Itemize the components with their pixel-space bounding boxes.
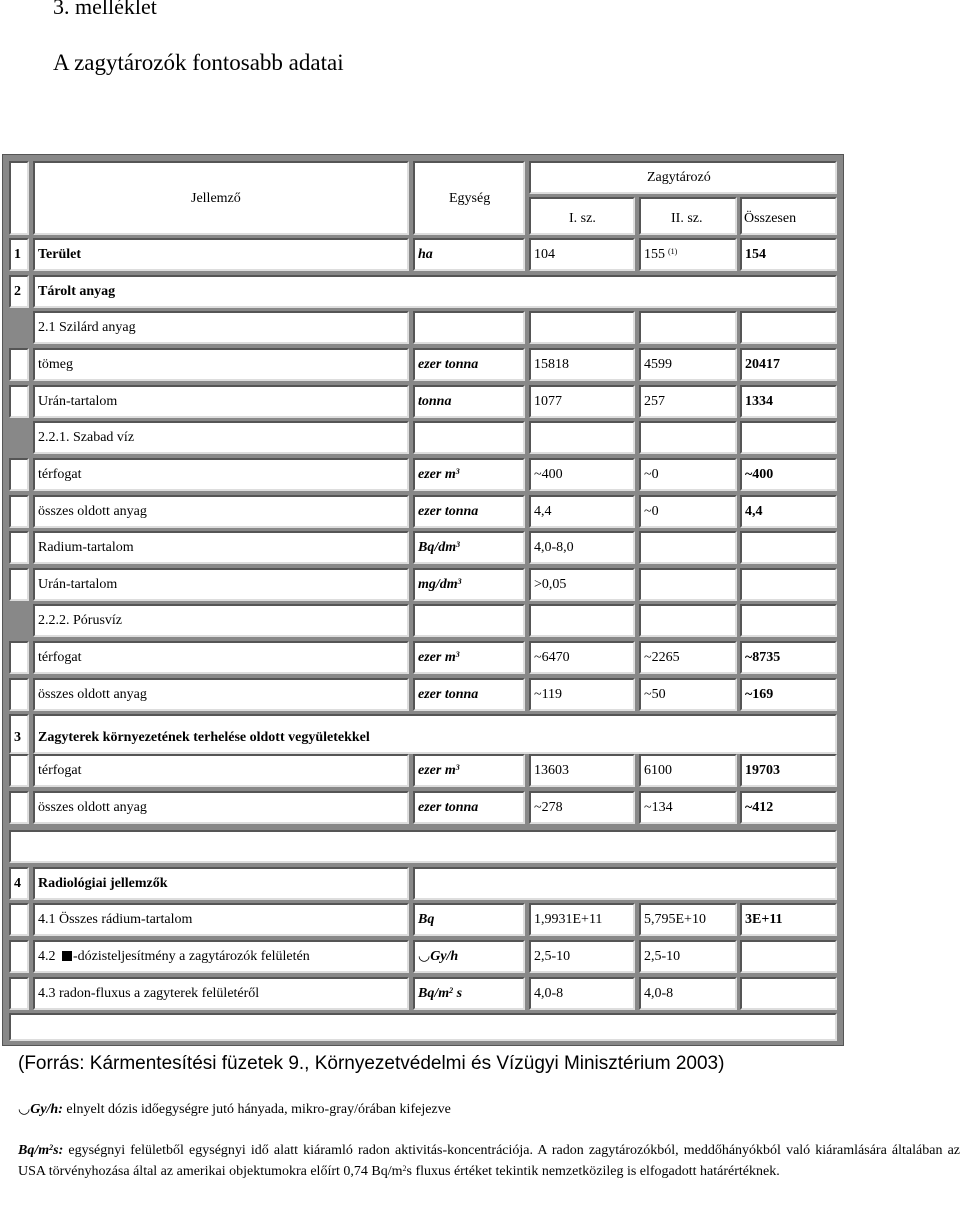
header-num-cell xyxy=(9,161,29,235)
row-spacer-cell xyxy=(9,385,29,418)
value-ii-cell xyxy=(639,940,737,973)
value-ii-cell xyxy=(639,311,737,344)
footnote-flux-text-sup: 2 xyxy=(402,1164,407,1173)
value-i-cell xyxy=(529,458,635,491)
unit-cell xyxy=(413,421,525,454)
value-ii-cell xyxy=(639,348,737,381)
value-ii-wrap xyxy=(644,248,677,262)
value-total-cell xyxy=(740,754,837,787)
value-total: 1334 xyxy=(745,394,773,409)
unit-cell xyxy=(413,977,525,1010)
row-spacer-cell xyxy=(9,903,29,936)
value-total: 19703 xyxy=(745,763,780,778)
row-label-cell xyxy=(33,421,409,454)
header-unit-cell xyxy=(413,161,525,235)
value-ii: ~0 xyxy=(644,467,659,482)
header-group: Zagytározó xyxy=(647,170,711,185)
header-col3: Összesen xyxy=(744,211,797,226)
unit-text: mg/dm xyxy=(418,577,458,592)
row-spacer-cell xyxy=(9,568,29,601)
value-ii-cell xyxy=(639,903,737,936)
value-total: ~8735 xyxy=(745,650,781,665)
value-i: 1,9931E+11 xyxy=(534,912,603,927)
unit-exponent: 2 xyxy=(449,986,454,995)
unit xyxy=(418,651,460,665)
unit-text: Bq/m xyxy=(418,986,450,1001)
value-total-cell xyxy=(740,903,837,936)
unit-cell xyxy=(413,458,525,491)
row-label: 2.2.2. Pórusvíz xyxy=(38,613,122,628)
row-label: Urán-tartalom xyxy=(38,394,118,409)
value-i: >0,05 xyxy=(534,577,567,592)
value-i: 4,0-8 xyxy=(534,986,564,1001)
unit xyxy=(418,248,433,262)
page-title: A zagytározók fontosabb adatai xyxy=(53,50,344,75)
row-label-cell xyxy=(33,903,409,936)
row-label-prefix: 4.2 xyxy=(38,949,59,964)
row-label-cell xyxy=(33,604,409,637)
row-label-cell xyxy=(33,348,409,381)
footnote-dose-rate xyxy=(18,1101,451,1118)
row-label: 4.3 radon-fluxus a zagyterek felületéről xyxy=(38,986,260,1001)
footnote-flux-text-b: s fluxus értéket tekintik nemzetközileg is elfogadott határértéknek. xyxy=(406,1164,780,1179)
row-label: 2.1 Szilárd anyag xyxy=(38,320,136,335)
value-total-cell xyxy=(740,940,837,973)
footnote-flux-term: Bq/m xyxy=(18,1143,50,1158)
value-i: 1077 xyxy=(534,394,562,409)
value-total-cell xyxy=(740,421,837,454)
unit-text: Gy/h xyxy=(430,949,459,964)
unit-exponent: 3 xyxy=(457,577,462,586)
value-i-cell xyxy=(529,238,635,271)
unit xyxy=(418,764,460,778)
row-label-cell xyxy=(33,641,409,674)
value-total-cell xyxy=(740,238,837,271)
value-i: ~119 xyxy=(534,687,563,702)
row-label: Terület xyxy=(38,247,82,262)
value-ii: 155 xyxy=(644,247,665,262)
value-ii: 6100 xyxy=(644,763,672,778)
footnote-dose-term: Gy/h: xyxy=(30,1102,63,1117)
unit xyxy=(418,395,451,409)
unit-cell xyxy=(413,604,525,637)
value-i-cell xyxy=(529,421,635,454)
unit xyxy=(418,913,434,927)
row-label-cell xyxy=(33,791,409,824)
value-ii-cell xyxy=(639,238,737,271)
row-number-cell xyxy=(9,238,29,271)
unit xyxy=(418,950,458,964)
row-label: Zagyterek környezetének terhelése oldott vegyületekkel xyxy=(38,730,370,745)
row-label-cell xyxy=(33,458,409,491)
value-i: ~278 xyxy=(534,800,563,815)
row-label: Urán-tartalom xyxy=(38,577,118,592)
value-total-cell xyxy=(740,641,837,674)
value-ii: 4599 xyxy=(644,357,672,372)
row-spacer-cell xyxy=(9,754,29,787)
row-label-cell xyxy=(33,940,409,973)
row-label-cell xyxy=(33,977,409,1010)
row-spacer-cell xyxy=(9,531,29,564)
blank-row xyxy=(9,1013,837,1041)
value-i-cell xyxy=(529,940,635,973)
header-feature-cell xyxy=(33,161,409,235)
row-label: tömeg xyxy=(38,357,73,372)
value-i: 104 xyxy=(534,247,555,262)
row-spacer-cell xyxy=(9,495,29,528)
row-empty-cell xyxy=(413,867,837,900)
unit-cell xyxy=(413,641,525,674)
unit-cell xyxy=(413,903,525,936)
row-spacer-cell xyxy=(9,678,29,711)
row-label-cell xyxy=(33,385,409,418)
unit xyxy=(418,505,478,519)
value-ii-cell xyxy=(639,791,737,824)
row-label-suffix: -dózisteljesítmény a zagytározók felületén xyxy=(73,949,310,964)
unit-cell xyxy=(413,754,525,787)
value-total-cell xyxy=(740,678,837,711)
value-i-cell xyxy=(529,568,635,601)
value-total-cell xyxy=(740,348,837,381)
row-label-cell xyxy=(33,275,837,308)
row-spacer-cell xyxy=(9,348,29,381)
header-group-cell xyxy=(529,161,837,194)
unit-cell xyxy=(413,791,525,824)
blank-row xyxy=(9,830,837,863)
value-ii-cell xyxy=(639,458,737,491)
unit-text: Bq/dm xyxy=(418,540,457,555)
header-col1-cell xyxy=(529,197,635,235)
row-label-cell xyxy=(33,754,409,787)
header-col2: II. sz. xyxy=(671,211,703,226)
unit-tail: s xyxy=(453,986,463,1001)
unit-text: tonna xyxy=(418,394,452,409)
value-total-cell xyxy=(740,458,837,491)
row-label: térfogat xyxy=(38,467,82,482)
value-ii-cell xyxy=(639,421,737,454)
dose-symbol-icon: ◡ xyxy=(418,949,431,964)
unit-text: ezer tonna xyxy=(418,357,479,372)
value-i-cell xyxy=(529,531,635,564)
row-label-cell xyxy=(33,238,409,271)
value-ii: ~0 xyxy=(644,504,659,519)
value-i: 15818 xyxy=(534,357,569,372)
value-i-cell xyxy=(529,754,635,787)
value-total-cell xyxy=(740,568,837,601)
row-label: térfogat xyxy=(38,650,82,665)
row-number-cell xyxy=(9,275,29,308)
source-note: (Forrás: Kármentesítési füzetek 9., Környezetvédelmi és Vízügyi Minisztérium 2003) xyxy=(18,1053,725,1074)
footnote-flux-term-sup: 2 xyxy=(49,1143,54,1152)
row-label: térfogat xyxy=(38,763,82,778)
value-ii: 257 xyxy=(644,394,665,409)
value-ii: 2,5-10 xyxy=(644,949,681,964)
row-label: összes oldott anyag xyxy=(38,504,147,519)
unit-exponent: 3 xyxy=(455,467,460,476)
value-total: ~412 xyxy=(745,800,774,815)
data-table xyxy=(2,154,844,1046)
value-ii: ~50 xyxy=(644,687,666,702)
row-label: 4.1 Összes rádium-tartalom xyxy=(38,912,193,927)
value-i-cell xyxy=(529,678,635,711)
row-label: Radiológiai jellemzők xyxy=(38,876,168,891)
value-ii-cell xyxy=(639,604,737,637)
unit xyxy=(418,578,462,592)
value-total: ~400 xyxy=(745,467,774,482)
unit-cell xyxy=(413,495,525,528)
unit-text: ezer tonna xyxy=(418,687,479,702)
value-ii-cell xyxy=(639,678,737,711)
dose-symbol-icon: ◡ xyxy=(18,1102,31,1117)
header-col3-cell xyxy=(740,197,837,235)
footnote-radon-flux xyxy=(18,1140,960,1182)
gamma-symbol-icon xyxy=(62,951,72,961)
row-spacer-cell xyxy=(9,641,29,674)
row-label-cell xyxy=(33,311,409,344)
footnote-dose-text: elnyelt dózis időegységre jutó hányada, mikro-gray/órában kifejezve xyxy=(62,1102,451,1117)
unit-cell xyxy=(413,385,525,418)
value-ii-cell xyxy=(639,495,737,528)
unit-text: ezer m xyxy=(418,467,456,482)
unit-exponent: 3 xyxy=(455,650,460,659)
value-i: ~6470 xyxy=(534,650,570,665)
row-number: 1 xyxy=(14,247,21,262)
value-i-cell xyxy=(529,791,635,824)
row-label: Tárolt anyag xyxy=(38,284,116,299)
value-total: 4,4 xyxy=(745,504,763,519)
value-total: 3E+11 xyxy=(745,912,783,927)
value-total-cell xyxy=(740,311,837,344)
unit-cell xyxy=(413,348,525,381)
unit-cell xyxy=(413,940,525,973)
value-ii-cell xyxy=(639,641,737,674)
value-i: 2,5-10 xyxy=(534,949,571,964)
value-total-cell xyxy=(740,977,837,1010)
row-number-cell xyxy=(9,867,29,900)
value-i: 13603 xyxy=(534,763,569,778)
value-ii-cell xyxy=(639,385,737,418)
unit-text: ezer m xyxy=(418,650,456,665)
row-spacer-cell xyxy=(9,940,29,973)
value-i: ~400 xyxy=(534,467,563,482)
value-i: 4,4 xyxy=(534,504,552,519)
unit-exponent: 3 xyxy=(456,540,461,549)
value-ii: ~2265 xyxy=(644,650,680,665)
annex-number: 3. melléklet xyxy=(53,0,157,19)
value-ii: 4,0-8 xyxy=(644,986,674,1001)
value-ii-cell xyxy=(639,977,737,1010)
value-i-cell xyxy=(529,385,635,418)
header-unit: Egység xyxy=(449,191,491,206)
row-label: összes oldott anyag xyxy=(38,800,147,815)
unit-cell xyxy=(413,568,525,601)
unit-text: ha xyxy=(418,247,433,262)
value-i-cell xyxy=(529,977,635,1010)
unit-cell xyxy=(413,678,525,711)
row-label-cell xyxy=(33,714,837,754)
value-i: 4,0-8,0 xyxy=(534,540,574,555)
unit-cell xyxy=(413,311,525,344)
row-number: 3 xyxy=(14,730,21,745)
row-label-cell xyxy=(33,678,409,711)
unit-text: Bq xyxy=(418,912,435,927)
value-total-cell xyxy=(740,385,837,418)
value-i-cell xyxy=(529,604,635,637)
row-label-cell xyxy=(33,495,409,528)
footnote-marker: (1) xyxy=(668,247,678,256)
unit-cell xyxy=(413,238,525,271)
value-ii: ~134 xyxy=(644,800,673,815)
row-label: összes oldott anyag xyxy=(38,687,147,702)
value-ii-cell xyxy=(639,754,737,787)
row-label xyxy=(38,950,310,964)
unit xyxy=(418,358,478,372)
row-spacer-cell xyxy=(9,791,29,824)
value-i-cell xyxy=(529,903,635,936)
row-number: 2 xyxy=(14,284,21,299)
value-ii-cell xyxy=(639,531,737,564)
value-i-cell xyxy=(529,495,635,528)
value-total-cell xyxy=(740,791,837,824)
row-spacer-cell xyxy=(9,458,29,491)
value-total-cell xyxy=(740,531,837,564)
unit xyxy=(418,987,462,1001)
header-feature: Jellemző xyxy=(191,191,241,206)
row-label-cell xyxy=(33,531,409,564)
value-ii: 5,795E+10 xyxy=(644,912,706,927)
value-total: 154 xyxy=(745,247,766,262)
value-i-cell xyxy=(529,348,635,381)
value-ii-cell xyxy=(639,568,737,601)
unit-cell xyxy=(413,531,525,564)
unit-exponent: 3 xyxy=(455,763,460,772)
footnote-flux-term-tail: s: xyxy=(53,1143,64,1158)
value-i-cell xyxy=(529,311,635,344)
unit-text: ezer tonna xyxy=(418,800,479,815)
row-label-cell xyxy=(33,568,409,601)
unit xyxy=(418,541,460,555)
row-number-cell xyxy=(9,714,29,754)
value-total-cell xyxy=(740,604,837,637)
value-total: 20417 xyxy=(745,357,780,372)
row-label: Radium-tartalom xyxy=(38,540,134,555)
unit xyxy=(418,688,478,702)
header-col1: I. sz. xyxy=(569,211,596,226)
row-label: 2.2.1. Szabad víz xyxy=(38,430,135,445)
row-label-cell xyxy=(33,867,409,900)
header-col2-cell xyxy=(639,197,737,235)
unit xyxy=(418,468,460,482)
value-i-cell xyxy=(529,641,635,674)
unit-text: ezer m xyxy=(418,763,456,778)
value-total-cell xyxy=(740,495,837,528)
value-total: ~169 xyxy=(745,687,774,702)
row-number: 4 xyxy=(14,876,21,891)
footnote-flux-text-a: egységnyi felületből egységnyi idő alatt kiáramló radon aktivitás-koncentrációja. A radon zagytározókból, meddőhányókból való kiáramlására általában az USA törvényhozása által az amerikai objektumokra előírt 0,74 Bq/m xyxy=(18,1143,960,1179)
unit-text: ezer tonna xyxy=(418,504,479,519)
row-spacer-cell xyxy=(9,977,29,1010)
unit xyxy=(418,801,478,815)
